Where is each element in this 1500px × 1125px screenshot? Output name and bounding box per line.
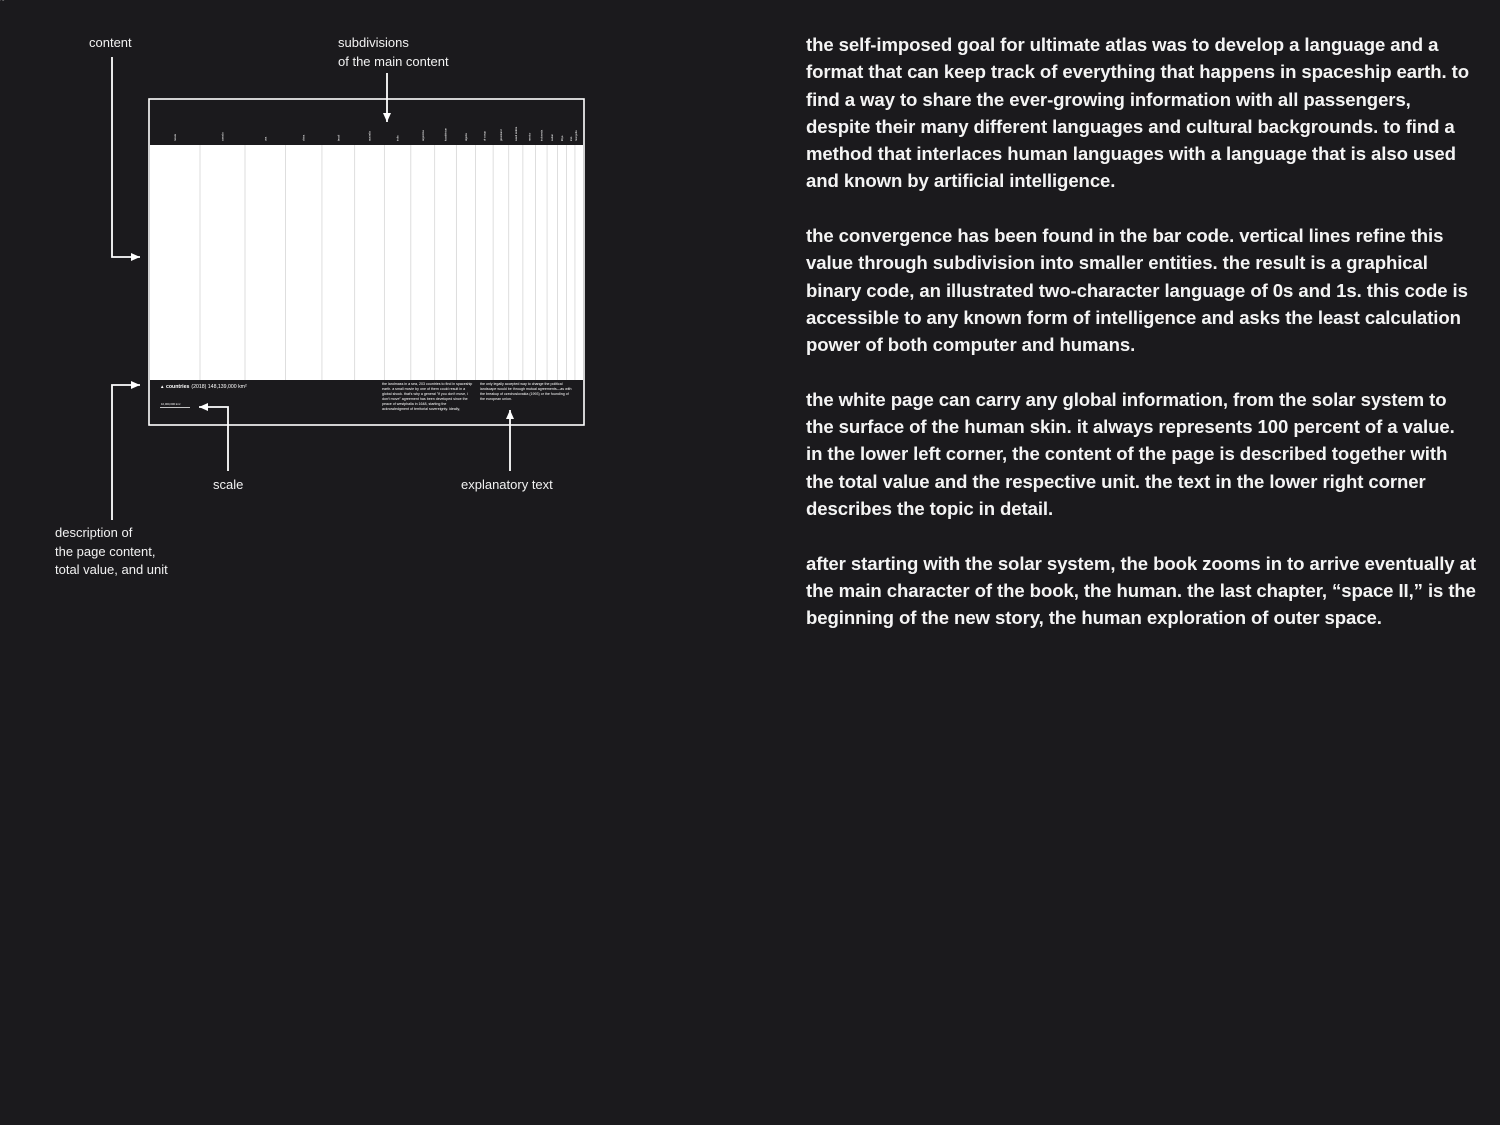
column-label: [0, 0, 8, 1]
arrow-content: [112, 57, 140, 257]
arrow-description: [112, 385, 140, 520]
callout-content: content: [89, 35, 132, 50]
callout-scale: scale: [213, 477, 244, 492]
callout-description: description of the page content, total value, and unit: [55, 525, 168, 577]
thumbnail-text-block-1: the landmass in a sea, 203 countries to find in spaceship earth. a small movie by one of them could result in a global shock. that's why a general "if you don't move, i don't move" agreement has been developed since the peace of westphalia in 1648, starting the acknowledgment of territorial sovereignty. ideally,: [382, 382, 473, 411]
column-label: brazil: [337, 134, 341, 141]
body-paragraph: the white page can carry any global information, from the solar system to the surface of the human skin. it always represents 100 percent of a value. in the lower left corner, the content of the page is described together with the total value and the respective unit. the text in the lower right corner describes the topic in detail.: [806, 388, 1455, 520]
callout-subdivisions: subdivisions of the main content: [338, 35, 449, 69]
column-label: india: [396, 135, 400, 141]
body-paragraph: the convergence has been found in the bar code. vertical lines refine this value through subdivision into smaller entities. the result is a graphical binary code, an illustrated two-character language of 0s and 1s. this code is accessible to any known form of intelligence and asks the least calculation power of both computer and humans.: [806, 225, 1468, 356]
column-label: greenland: [499, 129, 503, 141]
body-paragraph: the self-imposed goal for ultimate atlas was to develop a language and a format that can keep track of everything that happens in spaceship earth. to find a way to share the ever-growing information with all passengers, despite their many different languages and cultural backgrounds. to find a method that interlaces human languages with a language that is also used and known by artificial intelligence.: [806, 34, 1469, 192]
column-label: dr congo: [483, 130, 487, 141]
callout-explanatory-text: explanatory text: [461, 477, 553, 492]
column-label: indonesia: [540, 129, 544, 141]
page-title-marker: ▲: [160, 384, 165, 389]
column-label: mongolia: [574, 130, 578, 141]
content-area: [150, 145, 583, 380]
column-label: saudi arabia: [514, 126, 518, 141]
column-label: argentina: [421, 130, 425, 141]
thumbnail-text-block-2: the only legally accepted way to change the political landscape would be through mutual agreements—as with the breakup of czechoslovakia (1993) or the founding of the european union.: [480, 382, 572, 401]
atlas-page-diagram: [0, 0, 780, 600]
column-label: libya: [560, 135, 564, 141]
column-label: kazakhstan: [444, 127, 448, 141]
column-label: canada: [221, 132, 225, 141]
page-title: [166, 384, 247, 390]
column-label: australia: [368, 131, 372, 141]
column-label: russia: [174, 134, 177, 141]
scale-value: 10,000,000 km²: [161, 402, 181, 406]
column-label: sudan: [551, 133, 555, 141]
column-label: china: [302, 134, 306, 141]
column-label: mexico: [528, 132, 532, 141]
column-label: iran: [569, 136, 573, 141]
column-label: algeria: [464, 133, 468, 141]
body-paragraph: after starting with the solar system, the book zooms in to arrive eventually at the main character of the book, the human. the last chapter, “space II,” is the beginning of the new story, the human exploration of outer space.: [806, 552, 1476, 629]
column-label: usa: [264, 136, 268, 141]
page-title-rest: (2018) 148,139,000 km²: [191, 384, 247, 390]
page-title-bold: countries: [166, 384, 190, 390]
body-text: [806, 31, 1476, 659]
